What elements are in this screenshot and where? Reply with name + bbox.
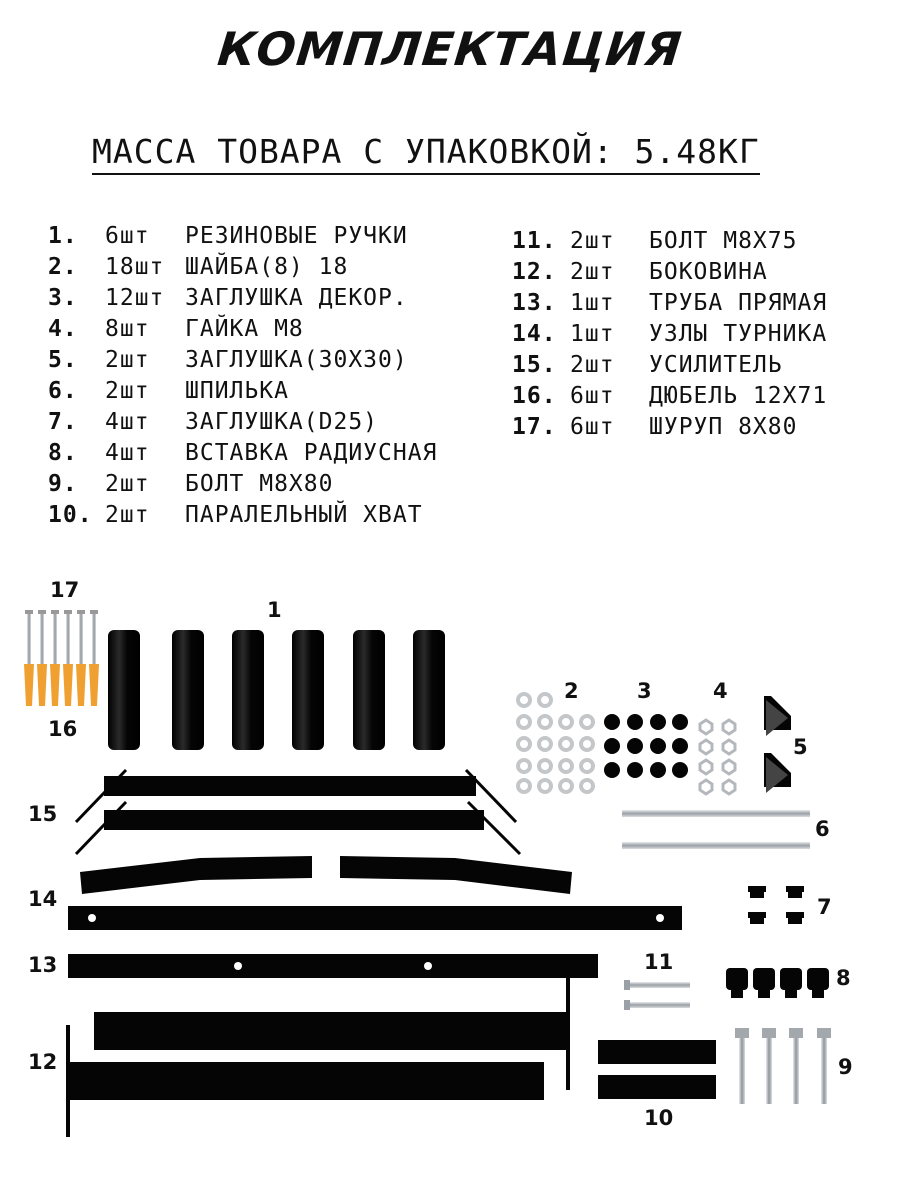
parts-list-row xyxy=(48,378,488,409)
item-quantity: 6шт xyxy=(105,223,150,249)
parts-list-row xyxy=(512,414,892,445)
item-quantity: 2шт xyxy=(105,347,150,373)
washers-group xyxy=(518,694,593,792)
item-number: 3. xyxy=(48,285,78,311)
item-quantity: 2шт xyxy=(570,352,615,378)
label-9: 9 xyxy=(838,1055,853,1079)
item-name: БОКОВИНА xyxy=(649,259,768,285)
rubber-grip xyxy=(353,630,385,750)
item-number: 6. xyxy=(48,378,78,404)
item-number: 14. xyxy=(512,321,557,347)
nuts-group xyxy=(700,720,735,794)
decor-caps-group xyxy=(604,714,688,778)
dowel xyxy=(76,664,86,706)
studs-group xyxy=(622,810,810,849)
label-13: 13 xyxy=(28,953,58,977)
item-name: УСИЛИТЕЛЬ xyxy=(649,352,783,378)
item-quantity: 6шт xyxy=(570,414,615,440)
parts-list-row xyxy=(48,285,488,316)
item-name: РЕЗИНОВЫЕ РУЧКИ xyxy=(185,223,408,249)
parts-list-left xyxy=(48,223,488,533)
label-3: 3 xyxy=(637,679,652,703)
label-5: 5 xyxy=(793,735,808,759)
item-number: 1. xyxy=(48,223,78,249)
dowel xyxy=(89,664,99,706)
item-name: ДЮБЕЛЬ 12Х71 xyxy=(649,383,828,409)
screw xyxy=(77,610,85,664)
label-4: 4 xyxy=(713,679,728,703)
package-mass: МАССА ТОВАРА С УПАКОВКОЙ: 5.48КГ xyxy=(92,132,760,175)
bolts-m8x75-group xyxy=(624,980,690,1010)
parts-list-row xyxy=(48,440,488,471)
item-number: 2. xyxy=(48,254,78,280)
label-11: 11 xyxy=(644,950,674,974)
item-number: 8. xyxy=(48,440,78,466)
item-number: 5. xyxy=(48,347,78,373)
item-quantity: 6шт xyxy=(570,383,615,409)
item-name: ТРУБА ПРЯМАЯ xyxy=(649,290,828,316)
screws-group xyxy=(25,610,98,664)
screw xyxy=(38,610,46,664)
label-1: 1 xyxy=(267,598,282,622)
item-quantity: 2шт xyxy=(570,259,615,285)
item-number: 4. xyxy=(48,316,78,342)
item-name: ЗАГЛУШКА ДЕКОР. xyxy=(185,285,408,311)
parts-list-row xyxy=(48,254,488,285)
screw xyxy=(64,610,72,664)
parts-diagram xyxy=(0,560,900,1201)
label-17: 17 xyxy=(50,578,80,602)
label-8: 8 xyxy=(836,966,851,990)
item-number: 9. xyxy=(48,471,78,497)
item-quantity: 12шт xyxy=(105,285,165,311)
parts-list-row xyxy=(512,352,892,383)
dowel xyxy=(63,664,73,706)
page-title: КОМПЛЕКТАЦИЯ xyxy=(215,22,685,76)
rubber-grip xyxy=(413,630,445,750)
radius-inserts-group xyxy=(726,968,829,998)
parts-list-row xyxy=(48,316,488,347)
rubber-grips-group xyxy=(108,630,445,750)
label-6: 6 xyxy=(815,817,830,841)
item-number: 10. xyxy=(48,502,93,528)
item-name: ШПИЛЬКА xyxy=(185,378,289,404)
item-name: ГАЙКА М8 xyxy=(185,316,304,342)
item-name: ПАРАЛЕЛЬНЫЙ ХВАТ xyxy=(185,502,423,528)
item-name: ВСТАВКА РАДИУСНАЯ xyxy=(185,440,438,466)
straight-tubes-group xyxy=(68,906,682,978)
label-15: 15 xyxy=(28,802,58,826)
parts-list-row xyxy=(48,347,488,378)
item-number: 12. xyxy=(512,259,557,285)
screw xyxy=(51,610,59,664)
parts-list-right xyxy=(512,228,892,445)
item-number: 17. xyxy=(512,414,557,440)
item-name: БОЛТ М8Х80 xyxy=(185,471,334,497)
parts-list-row xyxy=(512,228,892,259)
label-12: 12 xyxy=(28,1050,58,1074)
rubber-grip xyxy=(108,630,140,750)
item-quantity: 2шт xyxy=(105,471,150,497)
item-name: ШАЙБА(8) 18 xyxy=(185,254,349,280)
item-number: 15. xyxy=(512,352,557,378)
round-caps-group xyxy=(748,886,804,924)
item-quantity: 2шт xyxy=(570,228,615,254)
item-name: ЗАГЛУШКА(30Х30) xyxy=(185,347,408,373)
item-number: 16. xyxy=(512,383,557,409)
bolts-m8x80-group xyxy=(735,1028,831,1104)
screw xyxy=(90,610,98,664)
parts-list-row xyxy=(48,471,488,502)
label-2: 2 xyxy=(564,679,579,703)
item-name: ШУРУП 8Х80 xyxy=(649,414,798,440)
item-quantity: 2шт xyxy=(105,378,150,404)
parts-list-row xyxy=(48,409,488,440)
item-number: 11. xyxy=(512,228,557,254)
rubber-grip xyxy=(172,630,204,750)
parts-list-row xyxy=(512,321,892,352)
rubber-grip xyxy=(232,630,264,750)
parts-list-row xyxy=(48,502,488,533)
dowel xyxy=(24,664,34,706)
dowel xyxy=(37,664,47,706)
screw xyxy=(25,610,33,664)
label-14: 14 xyxy=(28,887,58,911)
side-panels-group xyxy=(66,978,570,1137)
item-quantity: 1шт xyxy=(570,290,615,316)
bar-nodes-group xyxy=(80,856,572,894)
item-name: ЗАГЛУШКА(D25) xyxy=(185,409,379,435)
label-10: 10 xyxy=(644,1106,674,1130)
dowels-group xyxy=(24,664,99,706)
item-quantity: 1шт xyxy=(570,321,615,347)
item-name: УЗЛЫ ТУРНИКА xyxy=(649,321,828,347)
item-number: 7. xyxy=(48,409,78,435)
item-quantity: 2шт xyxy=(105,502,150,528)
square-caps-group xyxy=(764,696,791,793)
parts-list-row xyxy=(512,259,892,290)
parts-list-row xyxy=(48,223,488,254)
dowel xyxy=(50,664,60,706)
parallel-grips-group xyxy=(598,1040,716,1099)
label-16: 16 xyxy=(48,717,78,741)
item-quantity: 4шт xyxy=(105,440,150,466)
item-name: БОЛТ М8Х75 xyxy=(649,228,798,254)
label-7: 7 xyxy=(817,895,832,919)
item-quantity: 8шт xyxy=(105,316,150,342)
reinforcements-group xyxy=(76,770,520,854)
rubber-grip xyxy=(292,630,324,750)
item-quantity: 4шт xyxy=(105,409,150,435)
item-quantity: 18шт xyxy=(105,254,165,280)
parts-list-row xyxy=(512,290,892,321)
parts-list-row xyxy=(512,383,892,414)
item-number: 13. xyxy=(512,290,557,316)
